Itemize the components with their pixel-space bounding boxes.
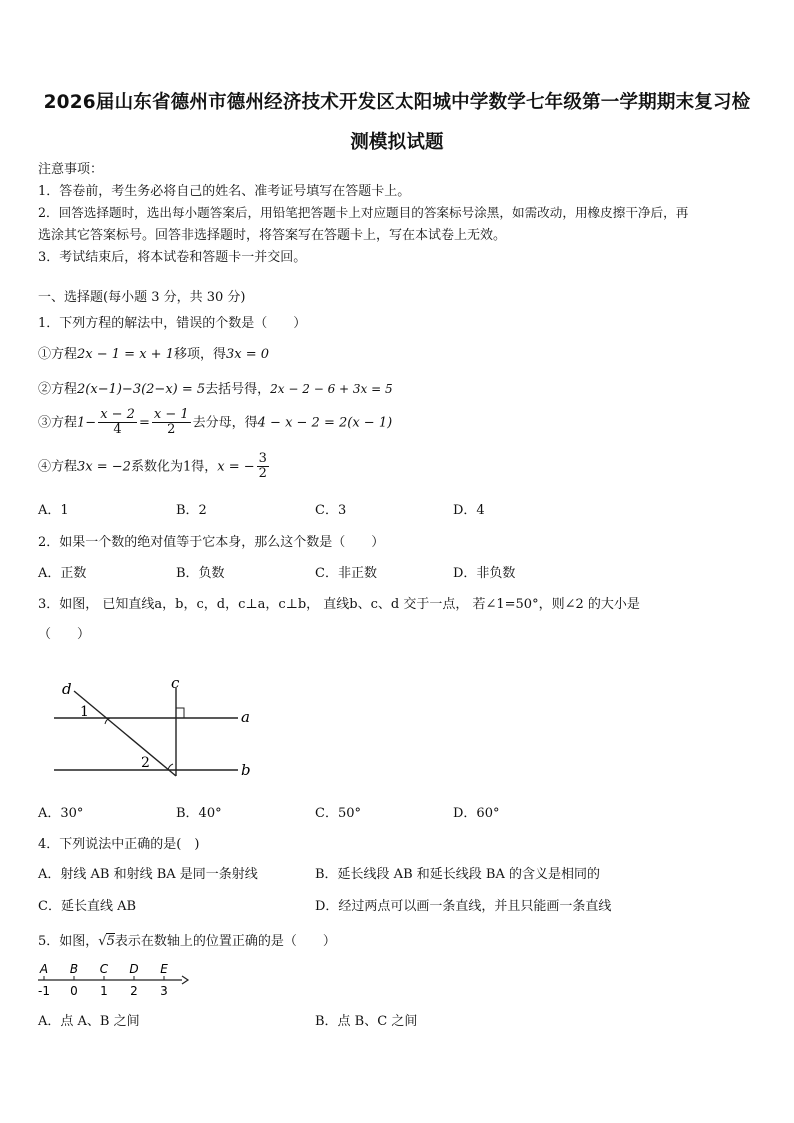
q1-s3-fraction-2 xyxy=(152,408,191,438)
sqrt-icon: √ xyxy=(98,934,107,949)
q4-stem: 4．下列说法中正确的是( ) xyxy=(38,837,200,852)
exam-title-line2: 测模拟试题 xyxy=(350,132,444,153)
q1-s4-pre: ④方程 xyxy=(38,459,78,475)
q2-option-c: C．非正数 xyxy=(315,566,377,581)
q3-option-d: D．60° xyxy=(453,806,500,821)
q2-option-d: D．非负数 xyxy=(453,566,516,581)
label-a: a xyxy=(241,708,250,726)
axis-point-letter: B xyxy=(69,962,79,976)
q1-s2-equation: 2(x−1)−3(2−x) = 5 xyxy=(77,382,206,397)
q1-s3-equals: = xyxy=(138,415,150,431)
q4-option-c: C．延长直线 AB xyxy=(38,899,137,914)
q1-statement-4 xyxy=(38,452,271,482)
q1-s2-mid: 去括号得， xyxy=(205,382,271,397)
q1-s4-x: x = − xyxy=(217,459,255,475)
label-angle-1: 1 xyxy=(80,704,89,720)
axis-tick-number: 0 xyxy=(70,984,78,998)
notice-item-2: 2．回答选择题时，选出每小题答案后，用铅笔把答题卡上对应题目的答案标号涂黑，如需改动，用橡皮擦干净后，再 xyxy=(38,205,689,220)
q1-s3-result: 4 − x − 2 = 2(x − 1) xyxy=(257,415,393,431)
notice-heading: 注意事项： xyxy=(38,162,104,177)
q1-statement-2 xyxy=(38,378,393,397)
q1-s1-pre: ①方程 xyxy=(38,347,78,362)
q1-statement-1 xyxy=(38,343,269,362)
q2-option-b: B．负数 xyxy=(176,566,225,581)
q1-s4-equation: 3x = −2 xyxy=(77,459,131,475)
axis-numbers xyxy=(38,984,168,998)
axis-point-letter: E xyxy=(160,962,168,976)
q1-s3-denominator-1: 4 xyxy=(113,422,122,438)
label-angle-2: 2 xyxy=(141,755,150,771)
q1-option-b: B．2 xyxy=(176,503,207,518)
q3-option-b: B．40° xyxy=(176,806,222,821)
q1-s4-mid: 系数化为1得， xyxy=(130,459,218,475)
axis-tick-number: 3 xyxy=(160,984,168,998)
axis-tick-number: 2 xyxy=(130,984,138,998)
q1-s4-denominator: 2 xyxy=(258,466,267,482)
axis-letters xyxy=(39,962,168,976)
q1-s4-fraction xyxy=(257,452,269,482)
q1-s3-numerator-1: x − 2 xyxy=(100,407,135,422)
q1-option-a: A．1 xyxy=(38,503,69,518)
q1-s2-result: 2x − 2 − 6 + 3x = 5 xyxy=(270,382,393,396)
notice-item-3: 3．考试结束后，将本试卷和答题卡一并交回。 xyxy=(38,250,307,265)
q1-s3-mid: 去分母，得 xyxy=(192,415,258,431)
q1-s3-pre: ③方程 xyxy=(38,415,78,431)
q1-s1-result: 3x = 0 xyxy=(225,347,270,362)
q1-s3-numerator-2: x − 1 xyxy=(153,407,189,422)
axis-tick-number: 1 xyxy=(100,984,108,998)
q2-option-a: A．正数 xyxy=(38,566,87,581)
label-d: d xyxy=(62,680,72,698)
line-d xyxy=(74,691,176,776)
notice-item-2-cont: 选涂其它答案标号。回答非选择题时，将答案写在答题卡上，写在本试卷上无效。 xyxy=(38,228,507,243)
q1-s4-numerator: 3 xyxy=(258,451,267,466)
q4-option-b: B．延长线段 AB 和延长线段 BA 的含义是相同的 xyxy=(315,867,600,882)
q4-option-a: A．射线 AB 和射线 BA 是同一条射线 xyxy=(38,867,258,882)
label-b: b xyxy=(241,761,251,779)
q5-option-b: B．点 B、C 之间 xyxy=(315,1014,418,1029)
q5-option-a: A．点 A、B 之间 xyxy=(38,1014,140,1029)
q1-option-d: D．4 xyxy=(453,503,485,518)
q3-option-c: C．50° xyxy=(315,806,361,821)
q1-statement-3 xyxy=(38,408,392,438)
q4-option-d: D．经过两点可以画一条直线，并且只能画一条直线 xyxy=(315,899,612,914)
q5-stem xyxy=(38,930,336,949)
q2-stem: 2．如果一个数的绝对值等于它本身，那么这个数是（ ） xyxy=(38,535,385,550)
q1-s3-fraction-1 xyxy=(98,408,137,438)
notice-item-1: 1．答卷前，考生务必将自己的姓名、准考证号填写在答题卡上。 xyxy=(38,184,411,199)
axis-arrow xyxy=(182,976,188,984)
axis-point-letter: A xyxy=(39,962,49,976)
label-c: c xyxy=(171,676,180,692)
right-angle-mark xyxy=(176,708,184,718)
q1-s1-mid: 移项，得 xyxy=(173,347,226,362)
q1-s3-denominator-2: 2 xyxy=(167,422,176,438)
q1-stem: 1．下列方程的解法中，错误的个数是（ ） xyxy=(38,316,307,331)
q5-radicand: 5 xyxy=(106,934,115,949)
q3-option-a: A．30° xyxy=(38,806,84,821)
section-heading: 一、选择题(每小题 3 分，共 30 分) xyxy=(38,290,246,305)
axis-point-letter: D xyxy=(129,962,139,976)
q3-answer-paren: （ ） xyxy=(38,627,91,642)
q5-stem-post: 表示在数轴上的位置正确的是（ ） xyxy=(114,934,336,949)
q1-s3-one: 1− xyxy=(77,415,97,431)
axis-point-letter: C xyxy=(99,962,109,976)
q5-number-line xyxy=(36,962,196,1002)
q1-s1-equation: 2x − 1 = x + 1 xyxy=(77,347,174,362)
axis-tick-number: -1 xyxy=(38,984,50,998)
q5-stem-pre: 5．如图， xyxy=(38,934,99,949)
q1-option-c: C．3 xyxy=(315,503,347,518)
q1-s2-pre: ②方程 xyxy=(38,382,78,397)
exam-title-line1: 2026届山东省德州市德州经济技术开发区太阳城中学数学七年级第一学期期末复习检 xyxy=(43,92,751,113)
q3-stem: 3．如图， 已知直线a，b，c，d，c⊥a，c⊥b， 直线b、c、d 交于一点， 若∠1=50°，则∠2 的大小是 xyxy=(38,597,640,612)
q3-figure xyxy=(40,676,270,784)
